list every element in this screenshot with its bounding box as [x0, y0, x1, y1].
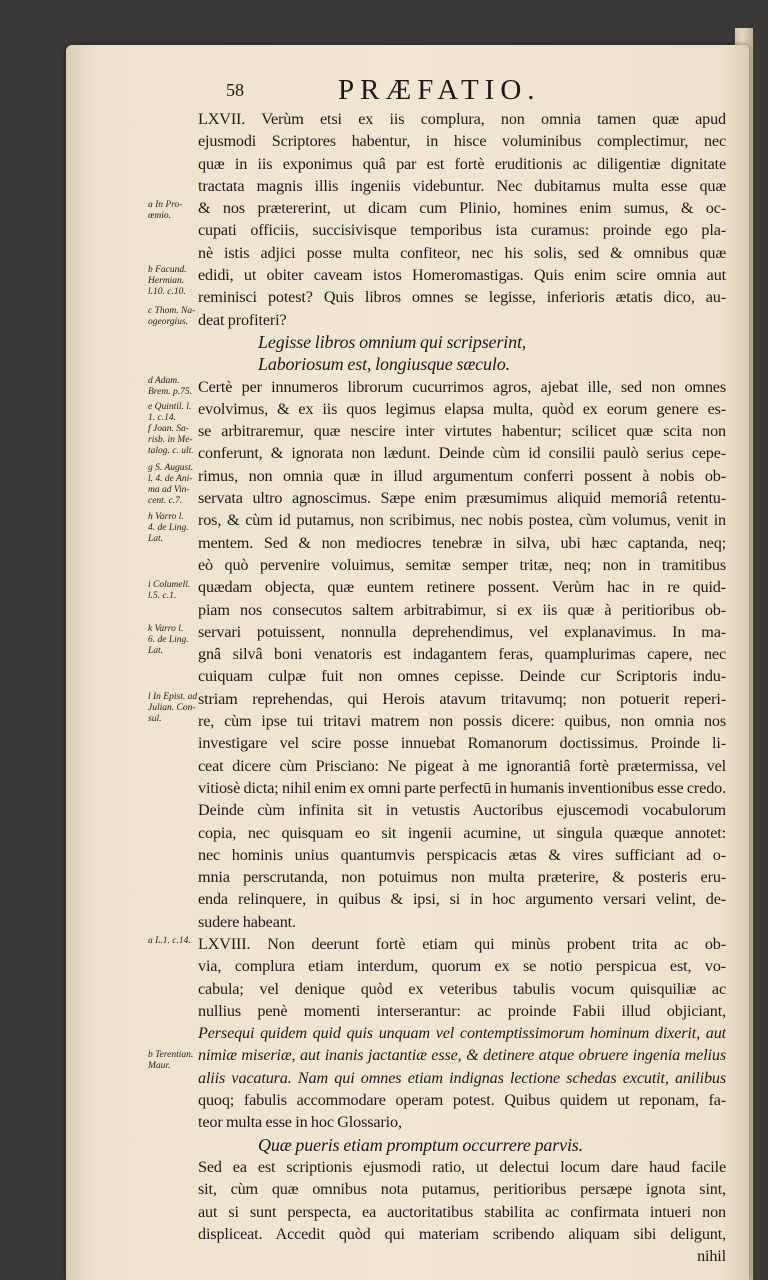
text-line: conferunt, & ignorata non lædunt. Deinde cùm id consilii paulò serius cepe- — [198, 444, 726, 463]
verse-line: Legisse libros omnium qui scripserint, — [258, 331, 527, 352]
page-number: 58 — [226, 80, 244, 100]
margin-note: e Quintil. l. 1. c.14. — [148, 402, 192, 423]
text-line: nimiæ miseriæ, aut inanis jactantiæ esse, & detinere atque obruere ingenia melius — [198, 1046, 726, 1065]
text-line: mnia perscrutanda, non potuimus non multa præterire, & posteris eru- — [198, 868, 726, 887]
catchword: nihil — [697, 1247, 726, 1266]
margin-note: a In Pro- œmio. — [148, 200, 183, 221]
margin-note: d Adam. Brem. p.75. — [148, 376, 192, 397]
text-line: quædam objecta, quæ euntem retinere possent. Verùm hac in re quid- — [198, 578, 726, 597]
text-line: striam reprehendas, qui Herois atavum tritavumq; non potuerit reperi- — [198, 689, 726, 708]
text-line: nec hominis unius quantumvis perspicacis ætas & vires sufficiant ad o- — [198, 845, 726, 864]
text-line: via, complura etiam interdum, quorum ex se notio perspicua est, vo- — [198, 957, 726, 976]
text-line: displiceat. Accedit quòd qui materiam scribendo aliquam sibi deligunt, — [198, 1224, 726, 1243]
text-line: enda relinquere, in quibus & ipsi, si in hoc argumento versari velint, de- — [198, 890, 726, 909]
margin-note: a L.1. c.14. — [148, 936, 191, 946]
text-line: aliis vacatura. Nam qui omnes etiam indignas lectione schedas excutit, anilibus — [198, 1068, 726, 1087]
text-line: ros, & cùm id putamus, non scribimus, nec nobis postea, cùm volumus, venit in — [198, 511, 726, 530]
text-line: cupati officiis, succisivisque temporibus ista curamus: proinde ego pla- — [198, 221, 726, 240]
text-line: quoq; fabulis accommodare operam potest. Quibus quidem ut reponam, fa- — [198, 1091, 726, 1110]
text-line: reminisci potest? Quis libros omnes se legisse, inferioris ætatis dico, au- — [198, 288, 726, 307]
text-line: cabula; vel denique quòd ex veteribus tabulis vocum quisquiliæ ac — [198, 979, 726, 998]
text-line: Persequi quidem quid quis unquam vel contemptissimorum hominum dixerit, aut — [198, 1024, 726, 1043]
text-line: nullius penè momenti interserantur: ac proinde Fabii illud objiciant, — [198, 1001, 726, 1020]
margin-note: c Thom. Na- ogeorgius. — [148, 306, 196, 327]
running-title: PRÆFATIO. — [338, 74, 541, 106]
text-line: copia, nec quisquam eo sit ingenii acumine, ut singula quæque annotet: — [198, 823, 726, 842]
text-line: sudere habeant. — [198, 912, 296, 931]
text-line: gnâ silvâ boni venatoris est indagantem feras, quamplurimas capere, nec — [198, 645, 726, 664]
text-line: quæ in iis exponimus quâ par est fortè eruditionis ac diligentiæ dignitate — [198, 154, 726, 173]
text-line: vitiosè dicta; nihil enim ex omni parte perfectū in humanis inventionibus esse credo. — [198, 778, 726, 797]
margin-note: b Facund. Hermian. l.10. c.10. — [148, 265, 187, 297]
text-line: tractata magnis illis ingeniis videbuntur. Nec dubitamus multa esse quæ — [198, 176, 726, 195]
text-line: rimus, non omnia quæ in illud argumentum conferri possent à nobis ob- — [198, 466, 726, 485]
text-line: & nos prætererint, ut dicam cum Plinio, homines enim sumus, & oc- — [198, 199, 726, 218]
text-line: Sed ea est scriptionis ejusmodi ratio, ut delectui locum dare haud facile — [198, 1157, 726, 1176]
verse-line: Laboriosum est, longiusque sæculo. — [258, 354, 510, 375]
margin-note: b Terentian. Maur. — [148, 1050, 194, 1071]
text-line: edidi, ut obiter caveam istos Homeromastigas. Quis enim scire omnia aut — [198, 266, 726, 285]
margin-note: i Columell. l.5. c.1. — [148, 580, 191, 601]
text-line: mentem. Sed & non mediocres tenebræ in silva, ubi hæc captanda, neq; — [198, 533, 726, 552]
text-line: Certè per innumeros librorum cucurrimos agros, ajebat ille, sed non omnes — [198, 377, 726, 396]
text-line: teor multa esse in hoc Glossario, — [198, 1113, 402, 1132]
text-line: se arbitraremur, quæ nescire inter virtutes habentur; scilicet quæ scita non — [198, 422, 726, 441]
text-line: deat profiteri? — [198, 310, 287, 329]
text-line: ceat dicere cùm Prisciano: Ne pigeat à me ignorantiâ fortè prætermissa, vel — [198, 756, 726, 775]
text-line: nè istis adjici posse multa confiteor, nec his solis, sed & omnibus quæ — [198, 243, 726, 262]
margin-note: f Joan. Sa- risb. in Me- talog. c. ult. — [148, 424, 194, 456]
text-line: re, cùm ipse tui tritavi matrem non possis dicere: quibus, non omnia nos — [198, 712, 726, 731]
verse-line: Quæ pueris etiam promptum occurrere parvis. — [258, 1134, 584, 1155]
margin-note: h Varro l. 4. de Ling. Lat. — [148, 512, 189, 544]
body-text — [198, 108, 726, 1267]
text-line: servata ultro agnoscimus. Sæpe enim præsumimus aliquid memoriâ retentu- — [198, 489, 726, 508]
margin-note: k Varro l. 6. de Ling. Lat. — [148, 624, 189, 656]
text-line: sit, cùm quæ omnibus nota putamus, peritioribus persæpe ignota sint, — [198, 1180, 726, 1199]
text-line: Deinde cùm infinita sit in vetustis Auctoribus ejuscemodi vocabulorum — [198, 801, 726, 820]
text-line: cuiquam culpæ fuit non omnes cepisse. Deinde cur Scriptoris indu- — [198, 667, 726, 686]
text-line: LXVIII. Non deerunt fortè etiam qui minùs probent trita ac ob- — [198, 934, 726, 953]
text-line: servari potuissent, nonnulla deprehendimus, vel explanavimus. In ma- — [198, 622, 726, 641]
text-line: eò quò pervenire voluimus, semitæ semper tritæ, neq; non in tramitibus — [198, 555, 726, 574]
text-line: aut si sunt perspecta, ea auctoritatibus stabilita ac confirmata intueri non — [198, 1202, 726, 1221]
margin-note: g S. August. l. 4. de Ani- ma ad Vin- cent. c.7. — [148, 463, 194, 506]
text-line: LXVII. Verùm etsi ex iis complura, non omnia tamen quæ apud — [198, 110, 726, 128]
margin-note: l In Epist. ad Julian. Con- sul. — [148, 692, 198, 724]
text-line: piam nos consecutos saltem arbitrabimur, si ex iis quæ à peritioribus ob- — [198, 600, 726, 619]
text-line: evolvimus, & ex iis quos legimus elapsa multa, quòd ex eorum genere es- — [198, 399, 726, 418]
text-line: investigare vel scire posse innuebat Romanorum doctissimus. Proinde li- — [198, 734, 726, 753]
text-line: ejusmodi Scriptores habentur, in hisce voluminibus complectimur, nec — [198, 132, 726, 151]
